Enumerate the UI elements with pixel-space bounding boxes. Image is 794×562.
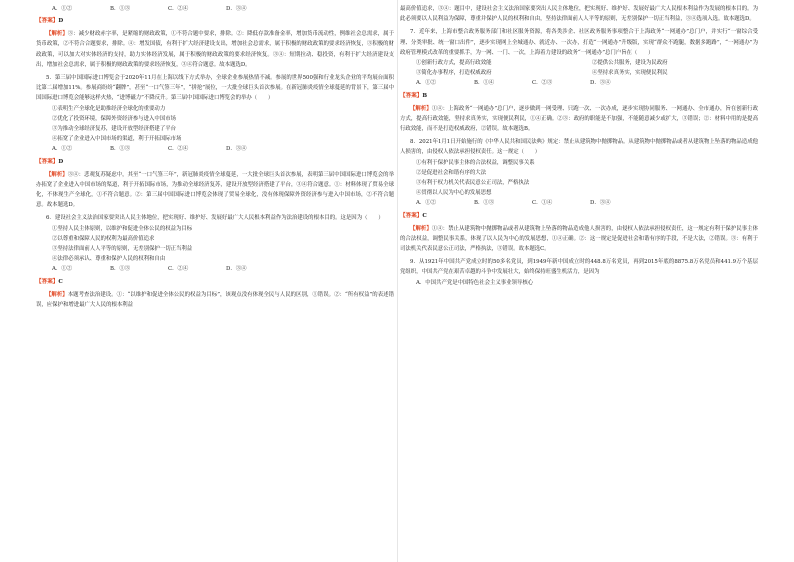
answer-tag: 【答案】 — [36, 158, 59, 165]
analysis-text: ③：减少财政赤字率，是紧缩的财政政策，①不符合题中要求，排除。②：降低存款准备金率，增加货币流动性，例维社会总需求，属于货币政策，②不符合合题要求，排除。④：增发国债，有利于扩大经济建设支出，增加社会总需求，属于积极的财政政策的要求经济恢复，③积极的财政政策，可以加大对实体经济的支持，助力实体经济发展，属于积极的财政政策的要求经济恢复。③④：短期拉动、稳投资，有利于扩大经济建设支出，增加社会总需求，属于积极的财政政策的要求经济恢复，③④符合题意。故本题选D。 — [36, 31, 394, 68]
choice-c: C．②④ — [168, 146, 189, 153]
choice-d: D．③④ — [226, 266, 247, 273]
q6-option-3: ③坚持法律面前人人平等的原则，无差别保护一切正当利益 — [52, 246, 193, 253]
choice-b: B．①④ — [474, 80, 495, 87]
analysis-tag: 【解析】 — [410, 225, 432, 232]
choice-b: B．①③ — [110, 266, 131, 273]
answer-tag: 【答案】 — [400, 92, 423, 99]
choice-a: A．①② — [52, 6, 73, 12]
q8-choices — [416, 198, 758, 208]
analysis-tag: 【解析】 — [46, 291, 68, 298]
q9-option-a: A．中国共产党是中国特色社会主义事业领导核心 — [416, 279, 534, 286]
answer-value: B — [422, 92, 428, 99]
question-7-stem: 7．近年来，上海市整合政务服务部门和社区服务资源，将各类涉企、社区政务服务事项整合于上海政务“一网通办”总门户，并实行“一窗综合受理、分类审批、统一窗口出件”，逐步实现网上全城通办、就近办、一次办，打造“一网通办”升级版，实现“群众不跑腿，数据多跑路”，“一网通办”为政府管理模式改革的重要抓手，为一网、一门、一次，上海着力建设的政务“一网通办”总门户旨在（ ） — [400, 29, 758, 56]
choice-c: C．②④ — [168, 6, 189, 12]
analysis-text: ①④：上海政务“一网通办”总门户，逐步做到一网受理、只跑一次、一次办成，逐步实现协同服务、一网通办、全市通办，旨在创新行政方式，提高行政效能，坚持求真务实，实现便民利民，①④正确。②③：政府的职能是不加强，不能随意减少或扩大，③错误；②：材料中用的是提高行政效能，而不是打造权威政府，②错误。故本题选B。 — [400, 105, 758, 133]
analysis-tag: 【解析】 — [46, 31, 68, 38]
q5-option-1: ①表明生产全球化是助推经济全球化的重要动力 — [52, 105, 166, 112]
choice-c: C．②④ — [168, 266, 189, 273]
answer-line — [36, 277, 394, 288]
choice-d: D．③④ — [226, 6, 247, 12]
answer-line — [36, 157, 394, 168]
choice-d: D．③④ — [590, 80, 611, 87]
question-5-stem: 5．第三届中国国际进口博览会于2020年11月在上海以线下方式举办，全球企业参展热情不减。参展的世界500强和行业龙头企业的平均展台面积比第二届增加11%。参展商纷纷“翻牌”，甚至“一口气签三年”，“拼抢”展位，一大批全球巨头首次参展。在新冠肺炎疫情全球蔓延的背景下，第三届中国国际进口博览会能够这样火热，“进博磁力”不降反升。第三届中国国际进口博览会的举办（ ） — [36, 75, 394, 102]
choice-c: C．②③ — [532, 80, 553, 87]
q6-option-1: ①坚持人民主体原则，以维护和促进全体公民的权益为目标 — [52, 225, 193, 232]
q8-option-2: ②是促进社会和谐有序的大法 — [416, 169, 487, 176]
choice-a: A．①② — [416, 80, 437, 87]
q8-option-4: ④贯彻以人民为中心的发展思想 — [416, 190, 492, 197]
q7-option-4: ④坚持求真务实，实现便民利民 — [592, 70, 668, 77]
analysis-tag: 【解析】 — [410, 105, 432, 112]
q5-option-3: ③为推动全球经济复苏，建设开放型经济搭建了平台 — [52, 126, 176, 133]
q6-choices — [52, 264, 394, 274]
answer-line — [36, 16, 394, 27]
analysis-paragraph — [400, 104, 758, 135]
q8-option-1: ①有利于保护民事主体的合法权益，调整民事关系 — [416, 159, 535, 166]
answer-tag: 【答案】 — [400, 212, 423, 219]
analysis-text: ③④：悲观复苏疑虑中，其至“一口气签三年”，新冠肺炎疫情全球蔓延，一大批全球巨头首次参展，表明第三届中国国际进口博览会的举办拓宽了企业进入中国市场的渠道，利于开拓国际市场，为推动全球经济复苏，建设开放型经济搭建了平台，③④符合题意。①：材料体现了贸易全球化，不体现生产全球化，①不符合题意。②：第三届中国国际进口博览会体现了贸易全球化，没有体现保障外资经济参与进入中国市场，②不符合题意。故本题选D。 — [36, 171, 394, 209]
answer-value: C — [58, 278, 63, 285]
q7-options — [400, 58, 758, 78]
analysis-paragraph — [400, 224, 758, 255]
q7-option-1: ①创新行政方式，提高行政效能 — [416, 60, 492, 67]
choice-b: B．①③ — [110, 146, 131, 153]
analysis-paragraph — [36, 170, 394, 211]
analysis-text: 本题考查法治建设。①：“以维护和促进全体公民的权益为目标”，该观点没有体现全民与人民的区别，①错误。②：“所有权益”的表述错误，应保护和增进最广大人民的根本利益 — [36, 291, 394, 308]
q4-choices — [52, 4, 394, 14]
choice-d: D．③④ — [590, 200, 611, 207]
answer-line — [400, 91, 758, 102]
q5-option-2: ②优化了投资环境，保障外资经济参与进入中国市场 — [52, 115, 176, 122]
q7-option-3: ③简化办事程序，打造权威政府 — [416, 70, 492, 77]
analysis-tag: 【解析】 — [46, 171, 68, 178]
choice-a: A．①② — [416, 200, 437, 207]
answer-line — [400, 211, 758, 222]
q6-option-4: ④法律必须承认、尊重和保护人民的权利和自由 — [52, 256, 166, 263]
choice-d: D．③④ — [226, 146, 247, 153]
answer-value: C — [422, 212, 427, 219]
answer-value: D — [58, 158, 64, 165]
q7-choices — [416, 78, 758, 88]
question-6-stem: 6．建设社会主义法治国家要突出人民主体地位，把实现好、维护好、发展好最广大人民根本利益作为法治建设的根本目的。这是因为（ ） — [46, 215, 384, 222]
choice-b: B．①③ — [110, 6, 131, 12]
question-8-stem: 8．2021年1月1日开始施行的《中华人民共和国民法典》规定：禁止从建筑物中抛掷物品。从建筑物中抛掷物品或者从建筑物上坠落的物品造成他人损害的，由侵权人依法承担侵权责任。这一规定（ ） — [400, 139, 758, 156]
q7-option-2: ②提供公共服务，建设为民政府 — [592, 60, 668, 67]
q8-option-3: ③有利于权力机关代表民意公正司法，严格执法 — [416, 180, 530, 187]
analysis-paragraph — [36, 290, 394, 310]
analysis-continuation: 最高价值追求，③④：题目中，建设社会主义法治国家要突出人民主体地位，把实现好、维护好、发展好最广大人民根本利益作为发展的根本目的。为此必须要以人民利益为保障，尊重并保护人民的权利和自由，坚持法律面前人人平等的原则，无差别保护一切正当利益，③④选项入选。故本题选D。 — [400, 6, 758, 23]
q6-option-2: ②以尊重和保障人民的权利为最高价值追求 — [52, 235, 155, 242]
left-column — [36, 0, 394, 562]
choice-a: A．①② — [52, 146, 73, 153]
choice-a: A．①② — [52, 266, 73, 273]
choice-b: B．①③ — [474, 200, 495, 207]
q5-choices — [52, 144, 394, 154]
analysis-text: ①④：禁止从建筑物中抛掷物品或者从建筑物上坠落的物品造成他人损害的，由侵权人依法承担侵权责任，这一规定有利于保护民事主体的合法权益，调整民事关系，体现了以人民为中心的发展思想，①④正确。②：这一规定是促进社会和谐有序的手段，不是大法，②错误。③：有利于司法机关代表民意公正司法，严格执法，③错误。故本题选C。 — [400, 225, 758, 253]
answer-tag: 【答案】 — [36, 18, 59, 25]
question-9-stem: 9．从1921年中国共产党成立时的50多名党员，到1949年新中国成立时的448.8万名党员，再到2015年底的8875.8万名党员和441.9万个基层党组织，中国共产党在艰苦卓越的斗争中发展壮大，始终保持旺盛生机活力，是因为 — [400, 259, 758, 276]
column-divider — [397, 0, 398, 562]
choice-c: C．①④ — [532, 200, 553, 207]
analysis-paragraph — [36, 29, 394, 70]
q5-option-4: ④拓宽了企业进入中国市场的渠道，利于开拓国际市场 — [52, 136, 182, 143]
answer-tag: 【答案】 — [36, 278, 59, 285]
right-column — [400, 0, 758, 562]
answer-value: D — [58, 18, 64, 25]
